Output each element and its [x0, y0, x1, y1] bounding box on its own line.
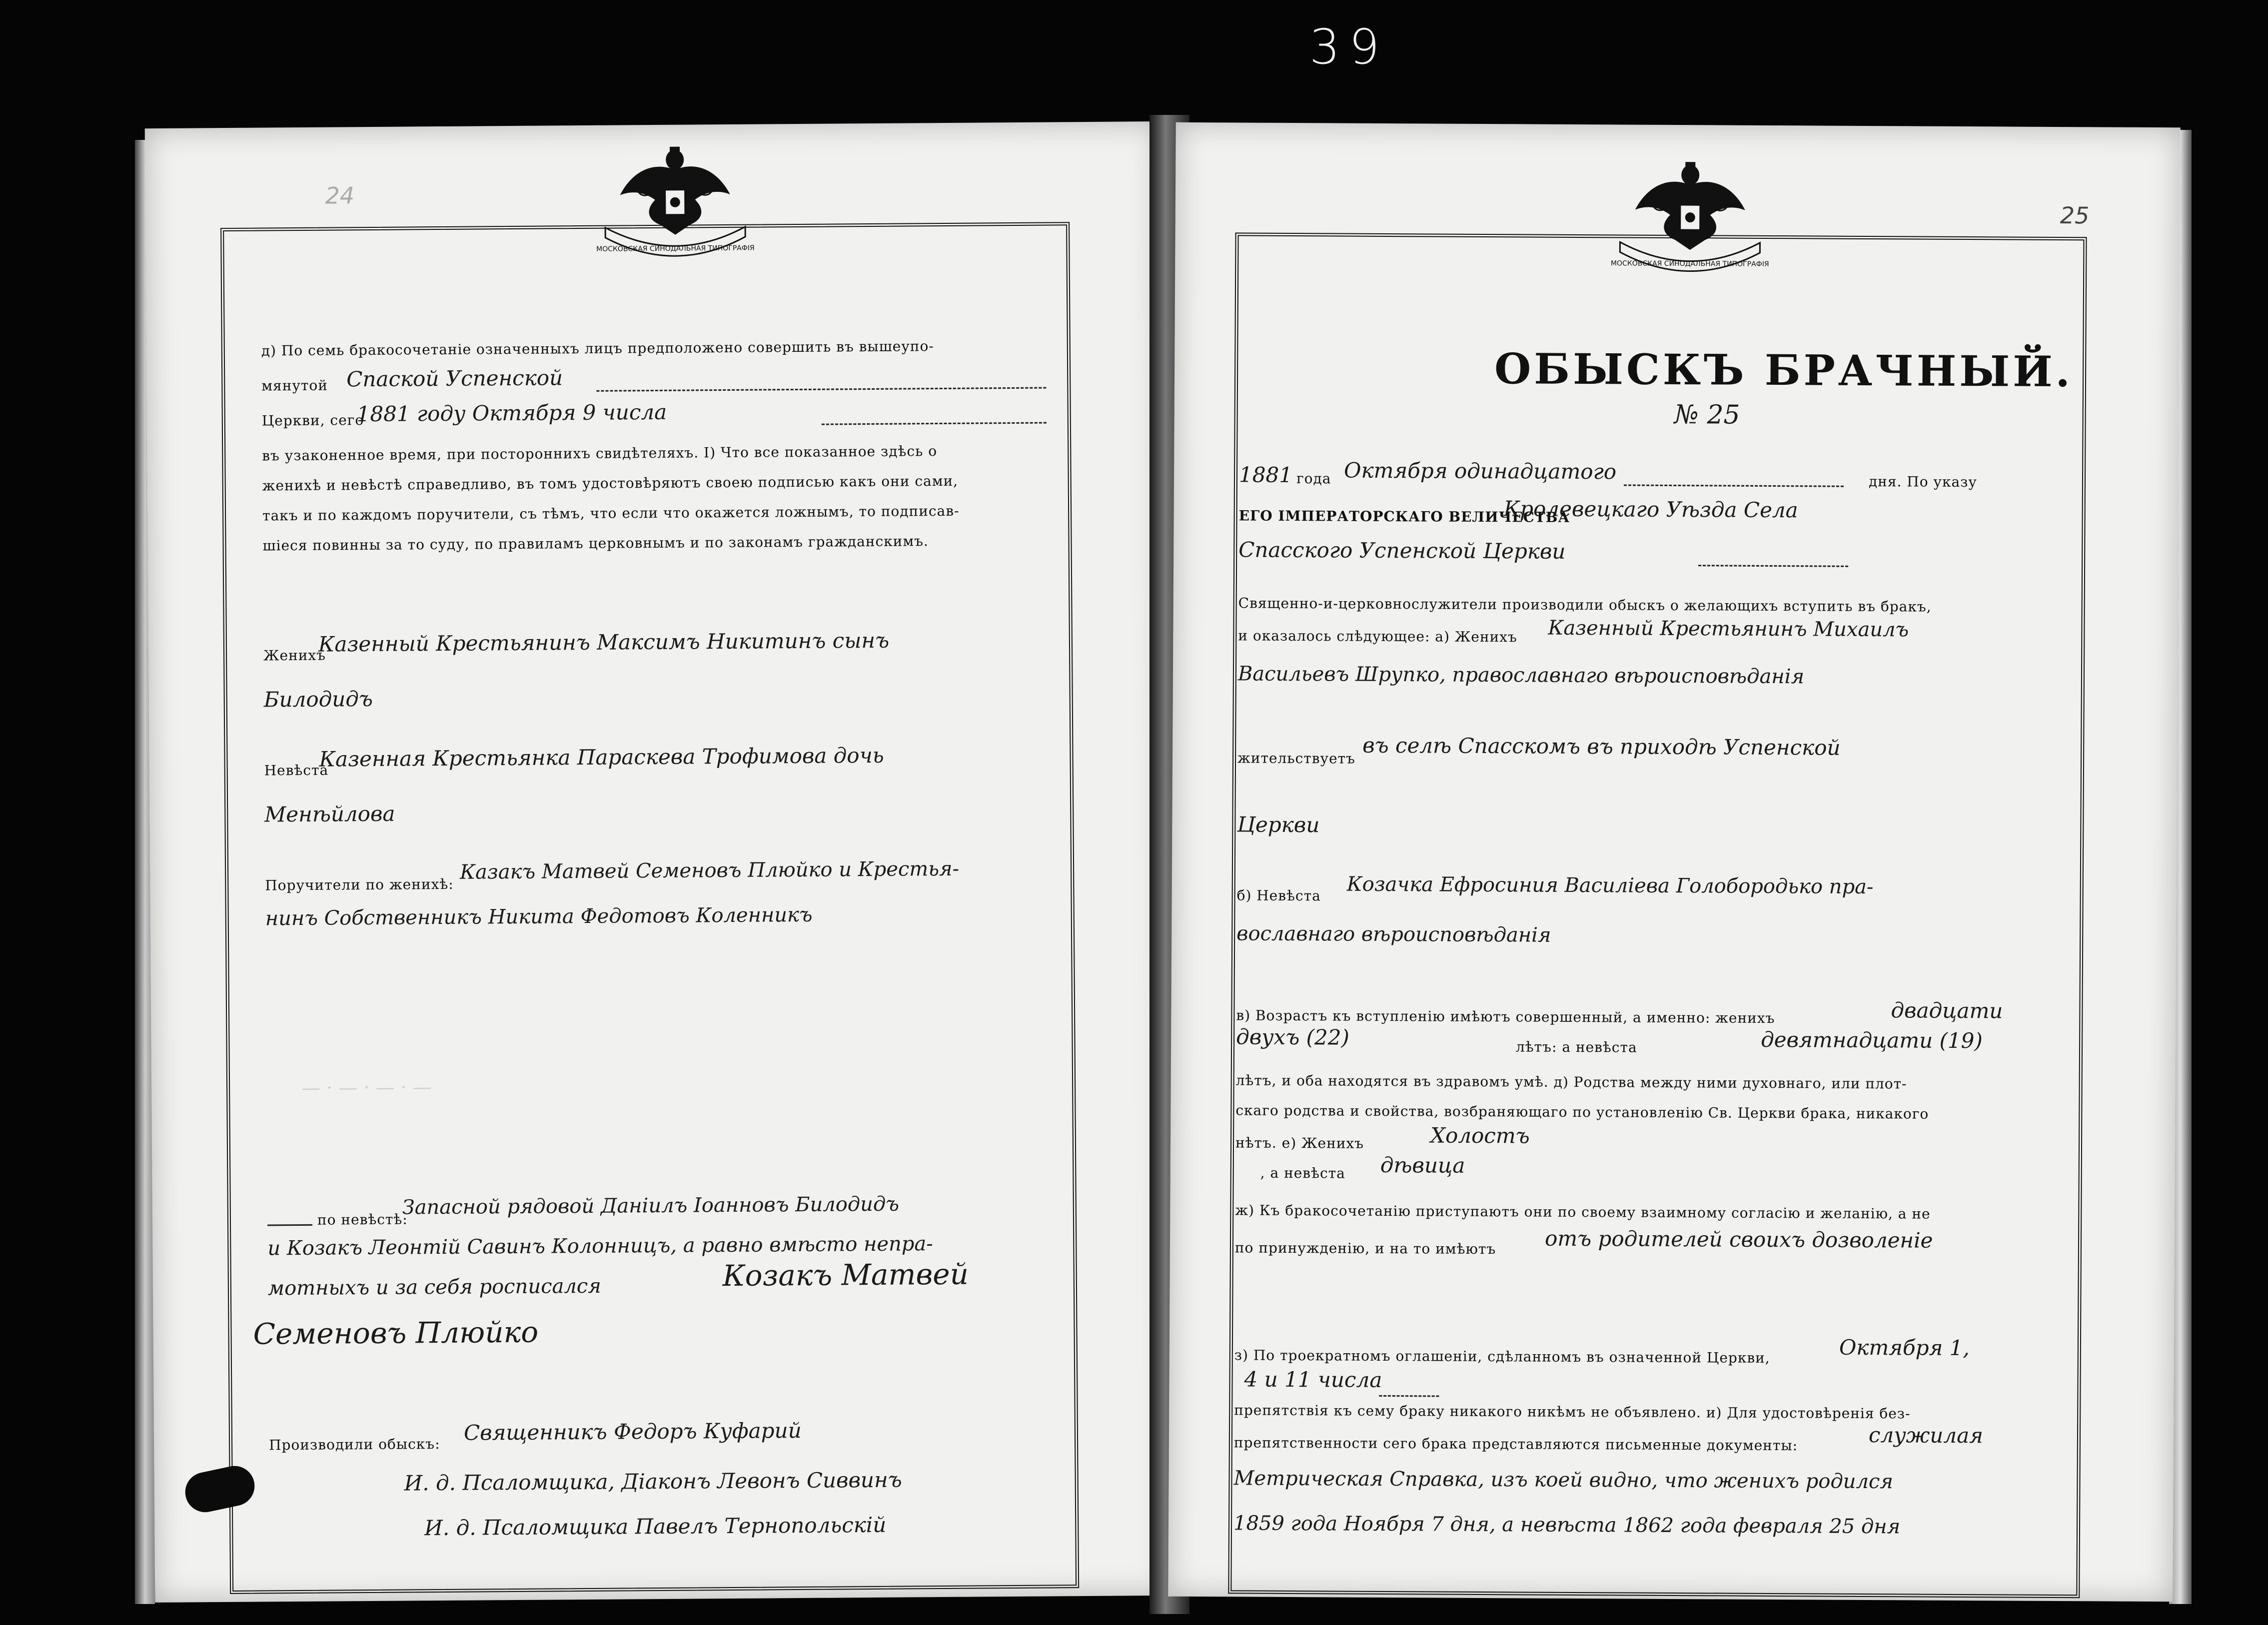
year-label: года [1296, 470, 1331, 487]
age-line-2a: лѣтъ: а невѣста [1515, 1038, 1637, 1056]
groom-right-line-1: Казенный Крестьянинъ Михаилъ [1548, 616, 1909, 642]
age-bride: девятнадцати (19) [1761, 1027, 1983, 1053]
bride-right-line-1: Козачка Ефросиния Василіева Голобородько пра- [1346, 872, 1874, 899]
intro-line-7: шіеся повинны за то суду, по правиламъ церковнымъ и по законамъ гражданскимъ. [262, 533, 929, 554]
groom-sureties-label: Поручители по женихѣ: [265, 875, 454, 894]
emblem-ribbon-text-right: МОСКОВСКАЯ СИНОДАЛЬНАЯ ТИПОГРАФІЯ [1610, 259, 1769, 268]
right-page [1168, 122, 2180, 1602]
right-page-frame [1228, 232, 2087, 1598]
intro-line-1: д) По семь бракосочетаніе означенныхъ лицъ предположено совершить въ вышеупо- [261, 338, 934, 359]
groom-name-line-2: Билодидъ [263, 686, 373, 712]
scan-number: 39 [1309, 19, 1389, 75]
documents-hand-1: Метрическая Справка, изъ коей видно, что женихъ родился [1233, 1467, 1893, 1494]
bride-name-line-1: Казенная Крестьянка Параскева Трофимова дочь [319, 743, 884, 772]
intro-line-3: Церкви, сего [261, 412, 364, 429]
signature-line-2: Семеновъ Плюйко [253, 1315, 539, 1351]
bride-sureties-label: по невѣстѣ: [317, 1211, 408, 1228]
bride-label: Невѣста [264, 762, 329, 779]
consent-hand: отъ родителей своихъ дозволеніе [1544, 1226, 1933, 1253]
banns-line-1: з) По троекратномъ оглашеніи, сдѣланномъ въ означенной Церкви, [1234, 1347, 1770, 1367]
performed-line-3: И. д. Псаломщика Павелъ Тернопольскій [424, 1512, 887, 1541]
bride-right-line-2: вославнаго вѣроисповѣданія [1236, 922, 1551, 947]
emblem-ribbon-text: МОСКОВСКАЯ СИНОДАЛЬНАЯ ТИПОГРАФІЯ [596, 244, 755, 253]
left-page [145, 121, 1170, 1603]
documents-line: препятственности сего брака представляются письменные документы: [1233, 1434, 1798, 1454]
left-folio: 24 [325, 182, 355, 209]
intro-line-5: женихѣ и невѣстѣ справедливо, въ томъ удостовѣряютъ своею подписью какъ они сами, [262, 472, 959, 494]
documents-hand-2: 1859 года Ноября 7 дня, а невѣста 1862 года февраля 25 дня [1233, 1512, 1901, 1539]
clergy-line: Священно-и-церковнослужители производили обыскъ о желающихъ вступить въ бракъ, [1238, 595, 1932, 615]
age-line-1: в) Возрастъ къ вступленію имѣютъ совершенный, а именно: женихъ [1236, 1007, 1775, 1027]
residence-line-2: Церкви [1237, 812, 1320, 837]
banns-rule [1379, 1395, 1439, 1397]
residence-label: жительствуетъ [1237, 750, 1355, 767]
marriage-date: 1881 году Октября 9 числа [356, 399, 667, 427]
day-label: дня. По указу [1868, 473, 1978, 491]
groom-label: Женихъ [263, 647, 326, 664]
church-name-right: Спасского Успенской Церкви [1238, 537, 1566, 564]
majesty-line: ЕГО ІМПЕРАТОРСКАГО ВЕЛИЧЕСТВА [1238, 507, 1570, 526]
banns-dates-2: 4 и 11 числа [1244, 1367, 1382, 1392]
performed-line-2: И. д. Псаломщика, Діаконъ Левонъ Сиввинъ [404, 1467, 902, 1496]
found-line: и оказалось слѣдующее: а) Женихъ [1238, 627, 1517, 646]
age-groom-2: двухъ (22) [1236, 1024, 1349, 1050]
groom-name-line-1: Казенный Крестьянинъ Максимъ Никитинъ сынъ [318, 628, 890, 657]
bride-sureties-line-3: мотныхъ и за себя росписался [267, 1274, 601, 1300]
intro-line-4: въ узаконенное время, при постороннихъ свидѣтеляхъ. Ⅰ) Что все показанное здѣсь о [262, 443, 938, 464]
record-year: 1881 [1238, 462, 1293, 487]
age-line-5: нѣтъ. е) Женихъ [1235, 1134, 1364, 1152]
intro-line-6: такъ и по каждомъ поручители, съ тѣмъ, что если что окажется ложнымъ, то подписав- [262, 502, 960, 524]
documents-hand-0: служилая [1868, 1423, 1984, 1448]
bride-marital-status: дѣвица [1380, 1152, 1465, 1178]
consent-line-2: по принужденію, и на то имѣютъ [1234, 1239, 1496, 1258]
bride-sureties-line-1: Запасной рядовой Даніилъ Іоанновъ Билодидъ [402, 1192, 900, 1219]
banns-dates-1: Октября 1, [1839, 1335, 1970, 1361]
majesty-hand: Кролевецкаго Уѣзда Села [1503, 496, 1798, 523]
bleed-through-text: — · — · — · — [301, 1076, 432, 1099]
groom-sureties-line-2: нинъ Собственникъ Никита Федотовъ Коленникъ [265, 903, 813, 930]
record-month-day: Октября одинадцатого [1343, 458, 1617, 484]
groom-sureties-line-1: Казакъ Матвей Семеновъ Плюйко и Крестья- [459, 857, 960, 884]
groom-right-line-2: Васильевъ Шрупко, православнаго вѣроисповѣданія [1237, 662, 1805, 689]
impediment-line: препятствія къ сему браку никакого никѣмъ не объявлено. и) Для удостовѣренія без- [1234, 1402, 1911, 1422]
bride-sureties-rule [267, 1224, 312, 1226]
bride-name-line-2: Менѣйлова [264, 801, 395, 827]
document-title: ОБЫСКЪ БРАЧНЫЙ. [1494, 344, 2074, 397]
age-line-3: лѣтъ, и оба находятся въ здравомъ умѣ. д) Родства между ними духовнаго, или плот- [1235, 1072, 1907, 1092]
groom-marital-status: Холостъ [1430, 1123, 1530, 1148]
church-name: Спаской Успенской [346, 365, 563, 392]
performed-line-1: Священникъ Федоръ Куфарий [463, 1418, 802, 1445]
bride-sureties-line-2: и Козакъ Леонтій Савинъ Колонницъ, а равно вмѣсто непра- [267, 1232, 933, 1260]
performed-label: Производили обыскъ: [269, 1436, 440, 1454]
signature-line-1: Козакъ Матвей [722, 1257, 969, 1293]
bride-marital-label: , а невѣста [1260, 1164, 1345, 1182]
age-line-4: скаго родства и свойства, возбраняющаго по установленію Св. Церкви брака, никакого [1235, 1102, 1929, 1122]
age-groom: двадцати [1891, 998, 2003, 1023]
bride-label-right: б) Невѣста [1236, 887, 1321, 904]
right-folio: 25 [2060, 202, 2090, 229]
intro-line-2: мянутой [261, 377, 328, 394]
record-number: № 25 [1674, 399, 1740, 430]
consent-line-1: ж) Къ бракосочетанію приступаютъ они по своему взаимному согласію и желанію, а не [1235, 1202, 1931, 1222]
residence-line-1: въ селѣ Спасскомъ въ приходѣ Успенской [1362, 733, 1841, 760]
